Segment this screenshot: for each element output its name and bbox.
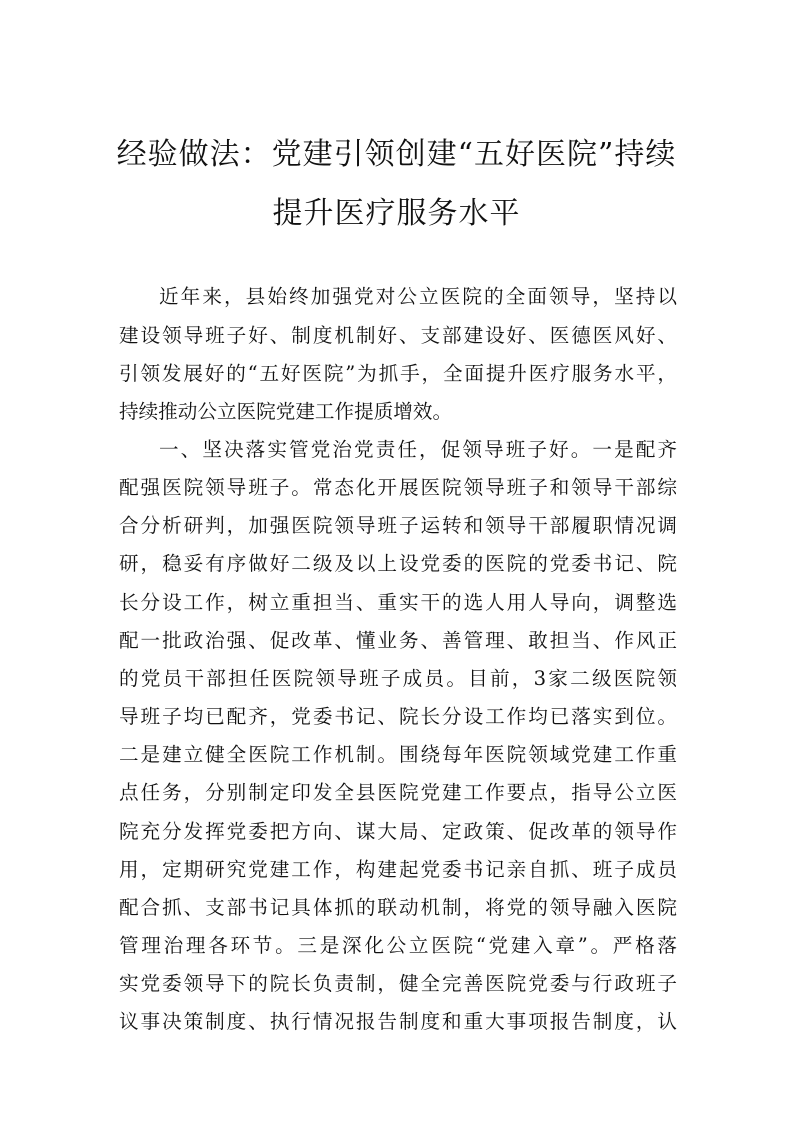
paragraph-line: 点任务，分别制定印发全县医院党建工作要点，指导公立医	[119, 781, 677, 804]
paragraph-line: 的党员干部担任医院领导班子成员。目前，3家二级医院领	[119, 667, 677, 690]
paragraph-line: 管理治理各环节。三是深化公立医院“党建入章”。严格落	[119, 934, 677, 957]
paragraph-line: 议事决策制度、执行情况报告制度和重大事项报告制度，认	[119, 1010, 677, 1033]
paragraph-line: 引领发展好的“五好医院”为抓手，全面提升医疗服务水平，	[119, 362, 677, 385]
document-title-line-2: 提升医疗服务水平	[272, 196, 521, 231]
paragraph-line: 长分设工作，树立重担当、重实干的选人用人导向，调整选	[119, 591, 677, 614]
paragraph-line: 配合抓、支部书记具体抓的联动机制，将党的领导融入医院	[119, 896, 677, 919]
paragraph-line: 研，稳妥有序做好二级及以上设党委的医院的党委书记、院	[119, 552, 677, 575]
paragraph-line: 建设领导班子好、制度机制好、支部建设好、医德医风好、	[119, 324, 677, 347]
paragraph-line: 院充分发挥党委把方向、谋大局、定政策、促改革的领导作	[119, 820, 677, 843]
paragraph-line: 配强医院领导班子。常态化开展医院领导班子和领导干部综	[119, 476, 677, 499]
paragraph-line: 实党委领导下的院长负责制，健全完善医院党委与行政班子	[119, 972, 677, 995]
paragraph-line: 持续推动公立医院党建工作提质增效。	[119, 400, 453, 423]
paragraph-line: 一、坚决落实管党治党责任，促领导班子好。一是配齐	[159, 438, 677, 461]
paragraph-line: 用，定期研究党建工作，构建起党委书记亲自抓、班子成员	[119, 858, 677, 881]
paragraph-line: 二是建立健全医院工作机制。围绕每年医院领域党建工作重	[119, 743, 677, 766]
paragraph-line: 导班子均已配齐，党委书记、院长分设工作均已落实到位。	[119, 705, 677, 728]
paragraph-line: 配一批政治强、促改革、懂业务、善管理、敢担当、作风正	[119, 629, 677, 652]
paragraph-line: 近年来，县始终加强党对公立医院的全面领导，坚持以	[159, 285, 677, 308]
paragraph-line: 合分析研判，加强医院领导班子运转和领导干部履职情况调	[119, 514, 677, 537]
document-title-line-1: 经验做法：党建引领创建“五好医院”持续	[116, 137, 677, 172]
